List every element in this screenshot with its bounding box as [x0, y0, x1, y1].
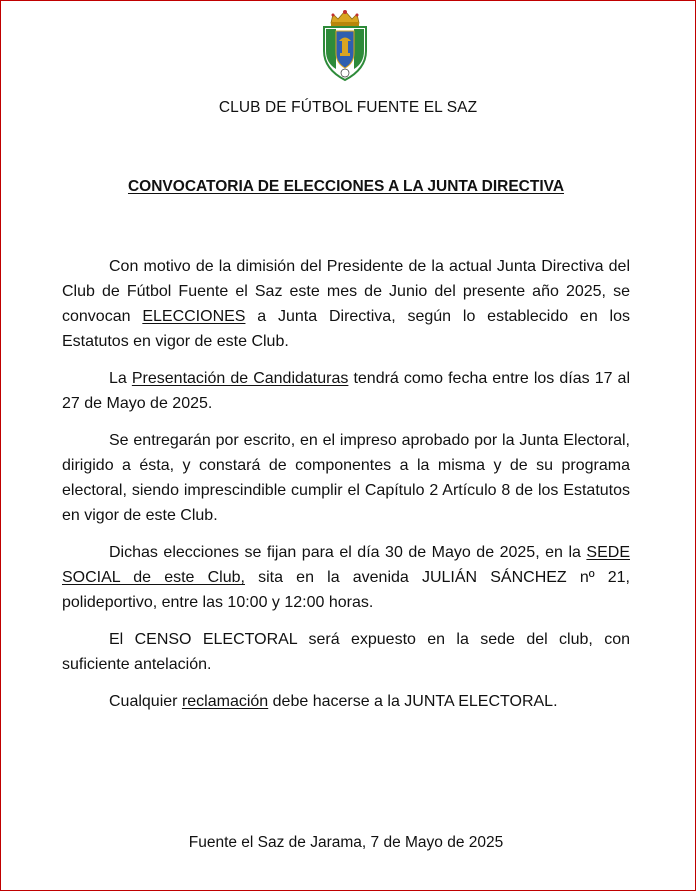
club-crest-icon [314, 7, 376, 83]
paragraph-text: Con motivo de la dimisión del Presidente de la actual Junta Directiva del Club de Fútbol Fuente el Saz este mes de Junio del presente año 2025, se convocan [62, 258, 630, 325]
document-body [62, 254, 630, 714]
underlined-reclamacion: reclamación [181, 693, 269, 710]
underlined-presentacion: Presentación de Candidaturas [131, 370, 349, 387]
underlined-elecciones: ELECCIONES [142, 308, 246, 325]
paragraph-text: Cualquier [109, 693, 182, 710]
paragraph-text: Se entregarán por escrito, en el impreso aprobado por la Junta Electoral, dirigido a ésta, y constará de componentes a la misma y de su programa electoral, siendo imprescindible cumplir el Capítulo 2 Artículo 8 de los Estatutos en vigor de este Club. [62, 432, 630, 524]
paragraph-entrega [62, 428, 630, 528]
underlined-sede-social: SEDE SOCIAL de este Club, [62, 544, 630, 586]
place-and-date: Fuente el Saz de Jarama, 7 de Mayo de 2025 [188, 834, 504, 851]
document-title: CONVOCATORIA DE ELECCIONES A LA JUNTA DIRECTIVA [127, 178, 565, 195]
paragraph-text: tendrá como fecha entre los días 17 al 27 de Mayo de 2025. [62, 370, 631, 412]
paragraph-motive [62, 254, 630, 354]
club-name: CLUB DE FÚTBOL FUENTE EL SAZ [218, 99, 478, 116]
paragraph-text: El CENSO ELECTORAL será expuesto en la sede del club, con suficiente antelación. [62, 631, 630, 673]
paragraph-text: a Junta Directiva, según lo establecido en los Estatutos en vigor de este Club. [62, 308, 631, 350]
paragraph-text: debe hacerse a la JUNTA ELECTORAL. [268, 693, 558, 710]
paragraph-text: sita en la avenida JULIÁN SÁNCHEZ nº 21, polideportivo, entre las 10:00 y 12:00 horas. [62, 569, 630, 611]
paragraph-text: La [109, 370, 132, 387]
paragraph-reclamacion [62, 689, 630, 714]
paragraph-text: Dichas elecciones se fijan para el día 30 de Mayo de 2025, en la [109, 544, 587, 561]
paragraph-censo [62, 627, 630, 677]
paragraph-candidaturas [62, 366, 630, 416]
paragraph-fecha-lugar [62, 540, 630, 615]
